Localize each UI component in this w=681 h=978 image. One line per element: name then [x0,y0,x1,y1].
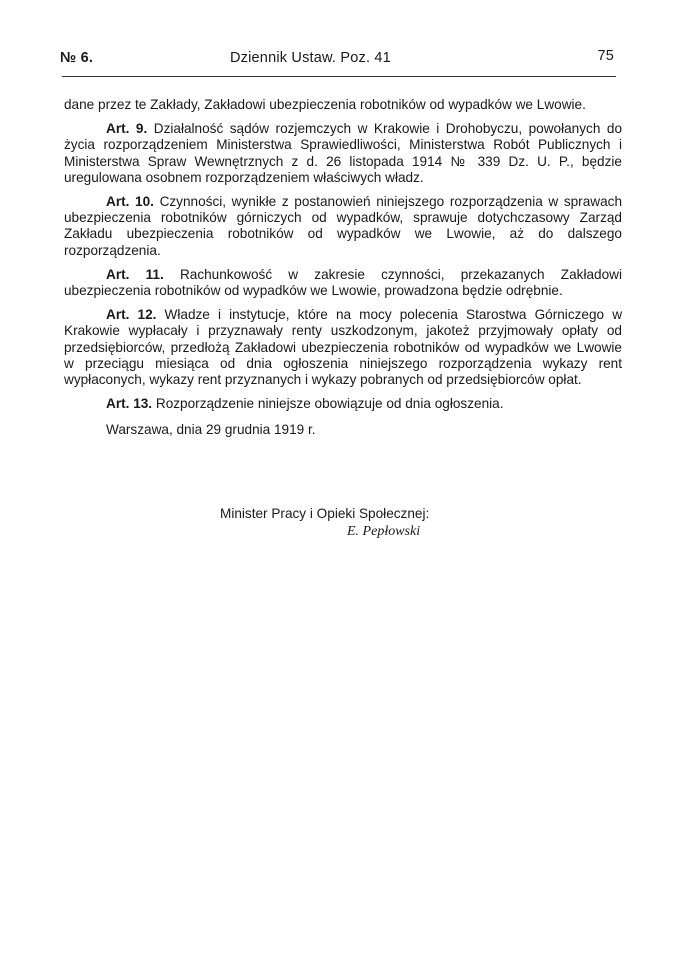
article-9 [64,121,622,186]
header-rule [62,76,616,77]
minister-signature: E. Pepłowski [347,524,421,539]
article-11 [64,267,622,299]
article-12 [64,307,622,388]
paragraph-text: Czynności, wynikłe z postanowień niniejszego rozporządzenia w sprawach ubezpieczenia robotników górniczych od wypadków, sprawuje dotychczasowy Zarząd Zakładu ubezpieczenia robotników od wypadków we Lwowie, aż do dalszego rozporządzenia. [64,194,623,258]
article-label: Art. 13. [106,396,153,412]
paragraph-text: Rozporządzenie niniejsze obowiązuje od dnia ogłoszenia. [155,396,504,412]
article-label: Art. 9. [106,121,148,137]
article-13 [64,396,622,412]
article-label: Art. 12. [106,307,157,323]
article-label: Art. 10. [106,194,154,210]
journal-title: Dziennik Ustaw. Poz. 41 [230,50,391,66]
paragraph-text: Władze i instytucje, które na mocy polecenia Starostwa Górniczego w Krakowie wypłacały i przyznawały renty uszkodzonym, jakoteż przyjmowały opłaty od przedsiębiorców, przedłożą Zakładowi ubezpieczenia robotników od wypadków we Lwowie w przeciągu miesiąca od dnia ogłoszenia niniejszego rozporządzenia wykazy rent wypłaconych, wykazy rent przyznanych i wykazy pobranych od przedsiębiorców opłat. [64,307,623,388]
paragraph-text: Rachunkowość w zakresie czynności, przekazanych Zakładowi ubezpieczenia robotników od wypadków we Lwowie, prowadzona będzie odrębnie. [64,266,622,299]
issue-number: № 6. [60,50,94,66]
paragraph-continuation [64,97,622,113]
document-body [64,97,622,447]
page-header [60,48,620,72]
place-and-date: Warszawa, dnia 29 grudnia 1919 r. [106,422,316,438]
paragraph-text: dane przez te Zakłady, Zakładowi ubezpieczenia robotników od wypadków we Lwowie. [64,97,586,112]
page-number: 75 [597,48,614,64]
minister-title: Minister Pracy i Opieki Społecznej: [220,506,430,521]
paragraph-text: Działalność sądów rozjemczych w Krakowie i Drohobyczu, powołanych do życia rozporządzeniem Ministerstwa Sprawiedliwości, Ministerstwa Robót Publicznych i Ministerstwa Spraw Wewnętrznych z d. 26 listopada 1914 № 339 Dz. U. P., będzie uregulowana osobnem rozporządzeniem właściwych władz. [64,121,622,185]
article-10 [64,194,622,259]
article-label: Art. 11. [106,266,164,282]
